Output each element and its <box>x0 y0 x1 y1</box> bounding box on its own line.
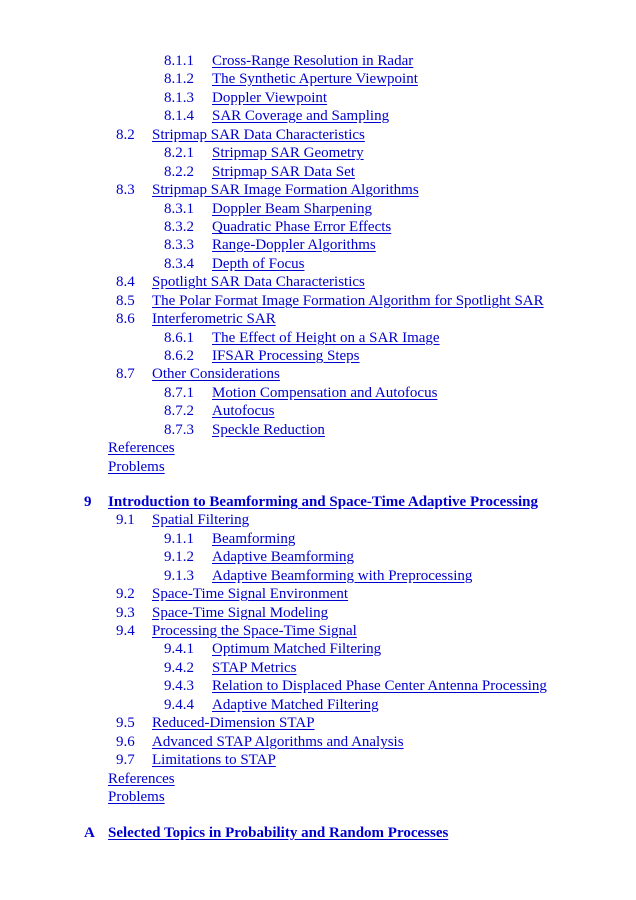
toc-section-link[interactable] <box>164 421 325 439</box>
toc-entry-number: 9.1.3 <box>164 568 194 584</box>
toc-entry-number: 8.7.2 <box>164 403 194 419</box>
toc-backmatter-link[interactable] <box>108 439 175 457</box>
toc-entry-number: 9.5 <box>116 715 135 731</box>
toc-entry-title: The Synthetic Aperture Viewpoint <box>212 71 418 87</box>
toc-section-link[interactable] <box>164 347 360 365</box>
toc-backmatter-link[interactable] <box>108 770 175 788</box>
toc-section-link[interactable] <box>116 273 365 291</box>
toc-section-link[interactable] <box>164 107 389 125</box>
toc-section-link[interactable] <box>116 585 348 603</box>
toc-entry-number: 9.3 <box>116 605 135 621</box>
toc-entry-title: Stripmap SAR Geometry <box>212 145 364 161</box>
toc-section-link[interactable] <box>116 733 404 751</box>
toc-entry-number: 8.1.2 <box>164 71 194 87</box>
toc-entry-title: Adaptive Beamforming with Preprocessing <box>212 568 473 584</box>
toc-entry-title: Adaptive Beamforming <box>212 549 355 565</box>
toc-entry-number: 9.4.3 <box>164 678 194 694</box>
toc-entry-number: 8.7.3 <box>164 422 194 438</box>
toc-entry-title: Cross-Range Resolution in Radar <box>212 53 414 69</box>
toc-entry-title: Space-Time Signal Environment <box>152 586 349 602</box>
toc-entry-title: Adaptive Matched Filtering <box>212 697 379 713</box>
toc-entry-number: 8.7.1 <box>164 385 194 401</box>
toc-section-link[interactable] <box>164 218 391 236</box>
toc-entry-number: 8.3 <box>116 182 135 198</box>
toc-entry-title: Motion Compensation and Autofocus <box>212 385 438 401</box>
toc-section-link[interactable] <box>116 292 544 310</box>
toc-entry-number: 8.6.1 <box>164 330 194 346</box>
toc-section-link[interactable] <box>164 236 376 254</box>
toc-entry-title: Beamforming <box>212 531 296 547</box>
toc-entry-number: 9.1.2 <box>164 549 194 565</box>
toc-entry-number: 8.3.3 <box>164 237 194 253</box>
toc-section-link[interactable] <box>164 255 305 273</box>
toc-entry-title: References <box>108 440 175 456</box>
toc-entry-number: 9.2 <box>116 586 135 602</box>
toc-entry-title: References <box>108 771 175 787</box>
toc-entry-number: 8.3.4 <box>164 256 194 272</box>
toc-entry-number: 8.5 <box>116 293 135 309</box>
toc-entry-number: 9.1 <box>116 512 135 528</box>
toc-entry-title: Limitations to STAP <box>152 752 276 768</box>
toc-chapter-link[interactable] <box>84 493 538 511</box>
toc-entry-number: 8.6.2 <box>164 348 194 364</box>
toc-entry-number: 8.3.2 <box>164 219 194 235</box>
toc-section-link[interactable] <box>164 384 437 402</box>
toc-entry-number: 8.4 <box>116 274 135 290</box>
toc-entry-title: Spotlight SAR Data Characteristics <box>152 274 365 290</box>
toc-entry-title: Depth of Focus <box>212 256 305 272</box>
toc-section-link[interactable] <box>164 659 297 677</box>
toc-section-link[interactable] <box>164 402 275 420</box>
toc-section-link[interactable] <box>164 200 372 218</box>
toc-entry-title: Stripmap SAR Image Formation Algorithms <box>152 182 419 198</box>
toc-entry-title: Doppler Beam Sharpening <box>212 201 372 217</box>
toc-entry-title: Quadratic Phase Error Effects <box>212 219 392 235</box>
toc-entry-number: 9.4.2 <box>164 660 194 676</box>
toc-entry-title: Relation to Displaced Phase Center Antenna Processing <box>212 678 547 694</box>
toc-entry-title: The Polar Format Image Formation Algorithm for Spotlight SAR <box>152 293 544 309</box>
toc-entry-number: 9.1.1 <box>164 531 194 547</box>
toc-entry-title: Spatial Filtering <box>152 512 250 528</box>
toc-entry-title: Problems <box>108 459 165 475</box>
toc-section-link[interactable] <box>164 530 295 548</box>
toc-section-link[interactable] <box>116 511 249 529</box>
toc-section-link[interactable] <box>164 640 381 658</box>
toc-entry-title: Reduced-Dimension STAP <box>152 715 315 731</box>
toc-entry-number: 8.7 <box>116 366 135 382</box>
toc-entry-number: 8.1.4 <box>164 108 194 124</box>
toc-entry-title: Autofocus <box>212 403 275 419</box>
toc-entry-number: 8.2 <box>116 127 135 143</box>
toc-section-link[interactable] <box>164 52 413 70</box>
toc-section-link[interactable] <box>116 181 419 199</box>
toc-section-link[interactable] <box>164 144 364 162</box>
toc-entry-number: 8.2.1 <box>164 145 194 161</box>
toc-entry-number: 9.4.1 <box>164 641 194 657</box>
toc-entry-title: Space-Time Signal Modeling <box>152 605 329 621</box>
toc-entry-title: SAR Coverage and Sampling <box>212 108 390 124</box>
toc-section-link[interactable] <box>116 126 365 144</box>
toc-section-link[interactable] <box>116 714 315 732</box>
toc-section-link[interactable] <box>164 677 547 695</box>
toc-chapter-link[interactable] <box>84 824 448 842</box>
toc-section-link[interactable] <box>164 696 379 714</box>
toc-section-link[interactable] <box>164 70 418 88</box>
toc-section-link[interactable] <box>116 310 276 328</box>
toc-entry-title: Speckle Reduction <box>212 422 325 438</box>
toc-backmatter-link[interactable] <box>108 458 165 476</box>
toc-entry-number: 9.4 <box>116 623 135 639</box>
toc-entry-title: Range-Doppler Algorithms <box>212 237 376 253</box>
toc-entry-title: IFSAR Processing Steps <box>212 348 360 364</box>
toc-entry-title: Stripmap SAR Data Characteristics <box>152 127 365 143</box>
toc-entry-number: A <box>84 825 95 841</box>
toc-entry-title: Processing the Space-Time Signal <box>152 623 357 639</box>
toc-entry-number: 8.6 <box>116 311 135 327</box>
toc-entry-number: 9.4.4 <box>164 697 194 713</box>
toc-entry-title: Introduction to Beamforming and Space-Time Adaptive Processing <box>108 494 539 510</box>
toc-entry-title: Doppler Viewpoint <box>212 90 328 106</box>
toc-entry-title: The Effect of Height on a SAR Image <box>212 330 440 346</box>
toc-entry-number: 8.3.1 <box>164 201 194 217</box>
toc-backmatter-link[interactable] <box>108 788 165 806</box>
toc-entry-number: 9.7 <box>116 752 135 768</box>
toc-entry-title: Advanced STAP Algorithms and Analysis <box>152 734 404 750</box>
toc-section-link[interactable] <box>164 567 472 585</box>
toc-entry-number: 8.2.2 <box>164 164 194 180</box>
toc-section-link[interactable] <box>116 622 357 640</box>
toc-entry-number: 8.1.1 <box>164 53 194 69</box>
toc-entry-title: Selected Topics in Probability and Random Processes <box>108 825 449 841</box>
toc-section-link[interactable] <box>164 548 354 566</box>
toc-entry-title: Interferometric SAR <box>152 311 276 327</box>
toc-section-link[interactable] <box>164 329 440 347</box>
toc-entry-title: STAP Metrics <box>212 660 297 676</box>
toc-section-link[interactable] <box>116 751 276 769</box>
toc-entry-title: Optimum Matched Filtering <box>212 641 382 657</box>
toc-entry-title: Other Considerations <box>152 366 280 382</box>
toc-entry-number: 9.6 <box>116 734 135 750</box>
toc-entry-title: Problems <box>108 789 165 805</box>
toc-section-link[interactable] <box>164 163 355 181</box>
toc-entry-title: Stripmap SAR Data Set <box>212 164 355 180</box>
toc-section-link[interactable] <box>116 604 328 622</box>
toc-entry-number: 8.1.3 <box>164 90 194 106</box>
toc-section-link[interactable] <box>164 89 327 107</box>
toc-entry-number: 9 <box>84 494 92 510</box>
toc-section-link[interactable] <box>116 365 280 383</box>
